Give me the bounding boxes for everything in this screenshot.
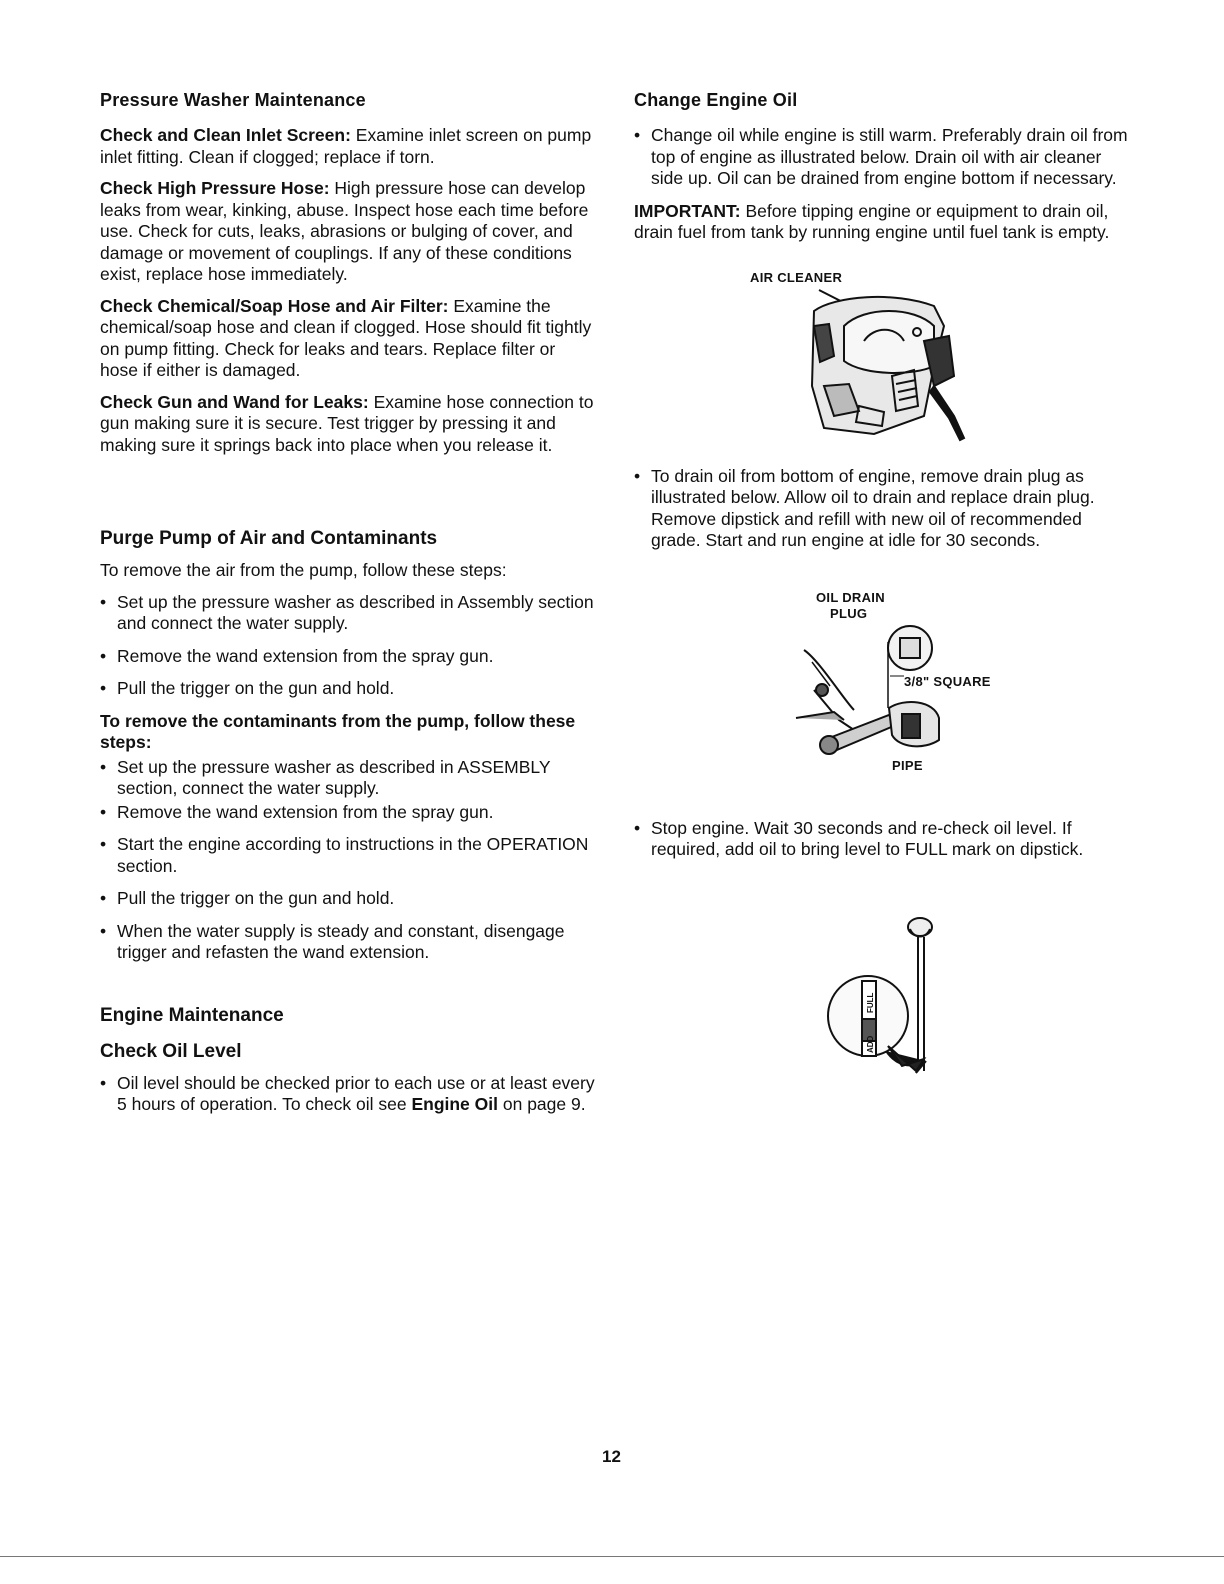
- list-item: • Pull the trigger on the gun and hold.: [100, 888, 595, 910]
- oil-drain-plug-figure: [634, 590, 1134, 790]
- air-cleaner-label: AIR CLEANER: [750, 269, 843, 285]
- list-item: • Pull the trigger on the gun and hold.: [100, 678, 595, 700]
- list-item: • Oil level should be checked prior to each use or at least every 5 hours of operation. To check oil see Engine Oil on page 9.: [100, 1073, 595, 1116]
- change-engine-oil-heading: Change Engine Oil: [634, 90, 798, 110]
- drain-bottom-list: [634, 466, 1134, 552]
- list-item: • Stop engine. Wait 30 seconds and re-check oil level. If required, add oil to bring level to FULL mark on dipstick.: [634, 818, 1134, 861]
- engine-illustration: [634, 266, 1134, 456]
- plug-label: PLUG: [830, 605, 868, 621]
- pressure-washer-maintenance-heading: Pressure Washer Maintenance: [100, 90, 366, 110]
- bottom-rule: [0, 1556, 1224, 1557]
- right-column: [634, 90, 1134, 1081]
- recheck-oil-list: [634, 818, 1134, 861]
- list-item: • Set up the pressure washer as described in Assembly section and connect the water supply.: [100, 592, 595, 635]
- air-steps-list: [100, 592, 595, 700]
- contaminants-subheading: To remove the contaminants from the pump, follow these steps:: [100, 710, 576, 752]
- list-item: • Change oil while engine is still warm. Preferably drain oil from top of engine as illustrated below. Drain oil with air cleaner side up. Oil can be drained from engine bottom if necessary.: [634, 125, 1134, 190]
- dipstick-add-mark: ADD: [866, 1035, 875, 1053]
- check-oil-level-heading: Check Oil Level: [100, 1040, 242, 1062]
- dipstick-illustration: [634, 911, 1134, 1081]
- list-item: • When the water supply is steady and constant, disengage trigger and refasten the wand extension.: [100, 921, 595, 964]
- list-item: • Remove the wand extension from the spray gun.: [100, 802, 595, 824]
- gun-wand-leaks-paragraph: Check Gun and Wand for Leaks: Examine hose connection to gun making sure it is secure. Test trigger by pressing it and making sure it springs back into place when you release it.: [100, 391, 594, 455]
- high-pressure-hose-paragraph: Check High Pressure Hose: High pressure hose can develop leaks from wear, kinking, abuse. Inspect hose each time before use. Check for cuts, leaks, abrasions or bulging of cover, and damage or movement of couplings. If any of these conditions exist, replace hose immediately.: [100, 178, 589, 284]
- engine-maintenance-heading: Engine Maintenance: [100, 1004, 284, 1026]
- page-number: 12: [602, 1447, 621, 1466]
- list-item: • Set up the pressure washer as described in ASSEMBLY section, connect the water supply.: [100, 757, 595, 800]
- left-column: [100, 90, 595, 1127]
- change-oil-list: [634, 125, 1134, 190]
- purge-pump-heading: Purge Pump of Air and Contaminants: [100, 528, 438, 549]
- drain-plug-illustration: [634, 590, 1134, 790]
- chemical-soap-hose-paragraph: Check Chemical/Soap Hose and Air Filter: Examine the chemical/soap hose and clean if clogged. Hose should fit tightly on pump fitting. Check for leaks and tears. Replace filter or hose if either is damaged.: [100, 295, 592, 380]
- dipstick-figure: [634, 911, 1134, 1081]
- list-item: • Start the engine according to instructions in the OPERATION section.: [100, 834, 595, 877]
- check-oil-list: [100, 1073, 595, 1116]
- pipe-label: PIPE: [892, 757, 923, 773]
- dipstick-full-mark: FULL: [866, 992, 875, 1013]
- air-cleaner-figure: [634, 266, 1134, 456]
- important-paragraph: IMPORTANT: Before tipping engine or equipment to drain oil, drain fuel from tank by running engine until fuel tank is empty.: [634, 200, 1110, 242]
- list-item: • To drain oil from bottom of engine, remove drain plug as illustrated below. Allow oil to drain and replace drain plug. Remove dipstick and refill with new oil of recommended grade. Start and run engine at idle for 30 seconds.: [634, 466, 1134, 552]
- purge-intro: To remove the air from the pump, follow these steps:: [100, 560, 507, 580]
- square-label: 3/8" SQUARE: [904, 673, 991, 689]
- contaminant-steps-list: [100, 757, 595, 964]
- oil-drain-label: OIL DRAIN: [816, 589, 885, 605]
- list-item: • Remove the wand extension from the spray gun.: [100, 646, 595, 668]
- inlet-screen-paragraph: Check and Clean Inlet Screen: Examine inlet screen on pump inlet fitting. Clean if clogged; replace if torn.: [100, 125, 592, 167]
